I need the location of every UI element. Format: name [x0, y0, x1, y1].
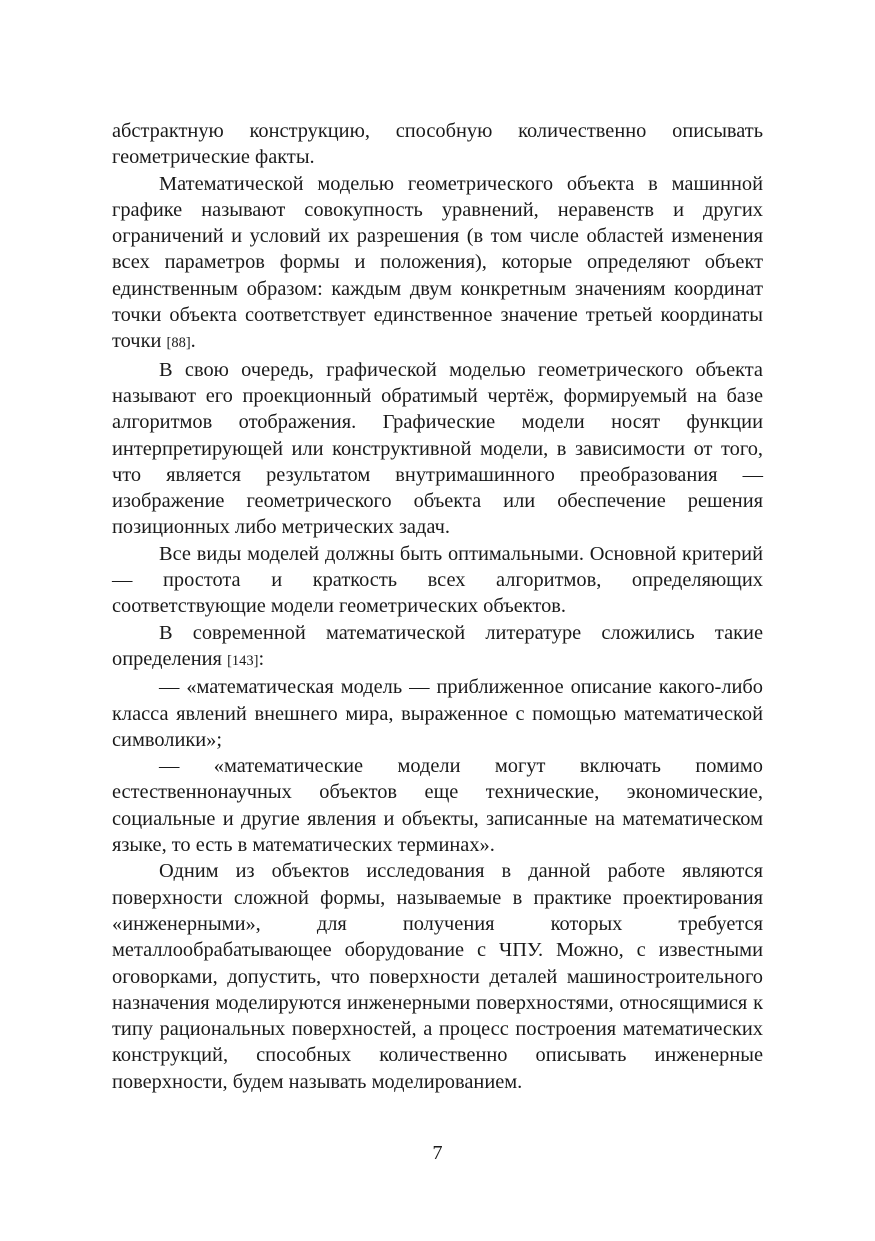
paragraph-5 [112, 620, 763, 675]
paragraph-4 [112, 541, 763, 620]
citation-143: [143] [227, 652, 259, 669]
definition-quote-1 [112, 674, 763, 753]
paragraph-3 [112, 357, 763, 541]
paragraph-1-text: абстрактную конструкцию, способную количественно описывать геометрические факты. [112, 120, 763, 169]
citation-88: [88] [166, 335, 191, 352]
paragraph-2-text: Математической моделью геометрического объекта в машинной графике называют совокупность уравнений, неравенств и других ограничений и условий их разрешения (в том числе областей изменения всех параметров формы и положения), которые определяют объект единственным образом: каждым двум конкретным значениям координат точки объекта соответствует единственное значение третьей координаты точки [112, 172, 763, 353]
definition-quote-1-text: — «математическая модель — приближенное описание какого-либо класса явлений внешнего мира, выраженное с помощью математической символики»; [112, 676, 763, 751]
paragraph-5-end: : [258, 647, 265, 670]
paragraph-3-text: В свою очередь, графической моделью геометрического объекта называют его проекционный обратимый чертёж, формируемый на базе алгоритмов отображения. Графические модели носят функции интерпретирующей или конструктивной модели, в зависимости от того, что является результатом внутримашинного преобразования — изображение геометрического объекта или обеспечение решения позиционных либо метрических задач. [112, 358, 763, 539]
page-number: 7 [432, 1142, 443, 1164]
paragraph-8-text: Одним из объектов исследования в данной работе являются поверхности сложной формы, называемые в практике проектирования «инженерными», для получения которых требуется металлообрабатывающее оборудование с ЧПУ. Можно, с известными оговорками, допустить, что поверхности деталей машиностроительного назначения моделируются инженерными поверхностями, относящимися к типу рациональных поверхностей, а процесс построения математических конструкций, способных количественно описывать инженерные поверхности, будем называть моделированием. [112, 860, 763, 1093]
definition-quote-2 [112, 753, 763, 858]
paragraph-8 [112, 858, 763, 1095]
paragraph-1 [112, 118, 763, 171]
paragraph-4-text: Все виды моделей должны быть оптимальными. Основной критерий — простота и краткость всех алгоритмов, определяющих соответствующие модели геометрических объектов. [112, 542, 763, 618]
paragraph-2 [112, 171, 763, 357]
body-text [112, 118, 763, 1095]
definition-quote-2-text: — «математические модели могут включать помимо естественнонаучных объектов еще технические, экономические, социальные и другие явления и объекты, записанные на математическом языке, то есть в математических терминах». [112, 755, 763, 857]
paragraph-2-end: . [190, 330, 196, 353]
paragraph-5-text: В современной математической литературе сложились такие определения [112, 621, 763, 670]
